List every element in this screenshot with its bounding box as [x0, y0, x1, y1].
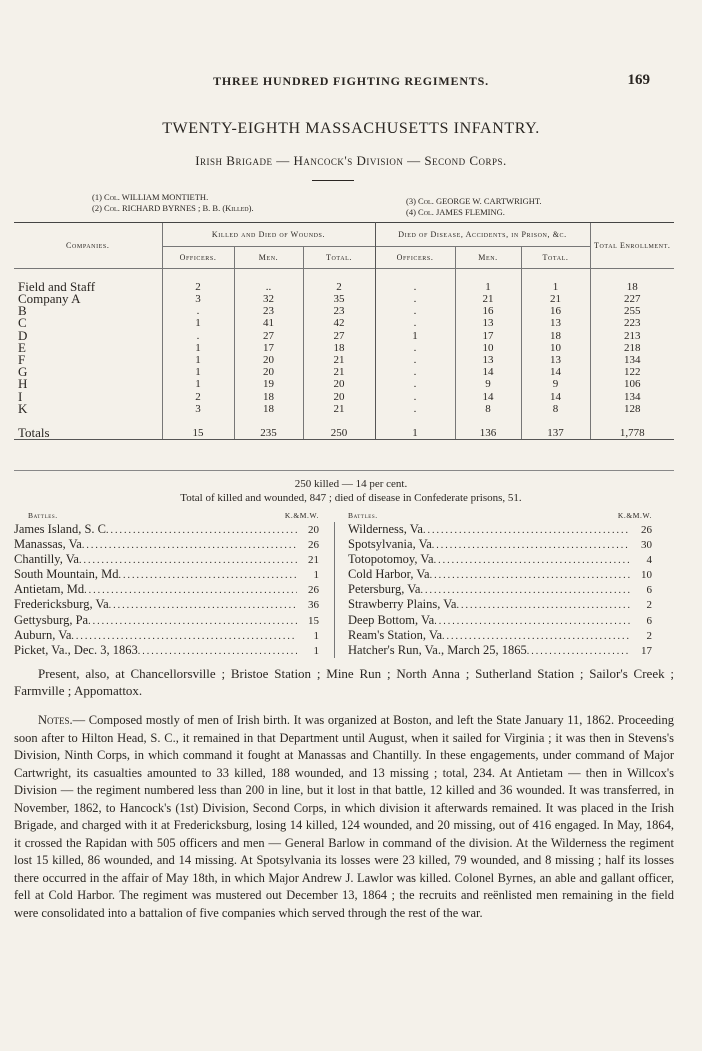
regiment-title: TWENTY-EIGHTH MASSACHUSETTS INFANTRY. [162, 120, 540, 137]
leader-dots [88, 614, 297, 629]
battle-name: Chantilly, Va [14, 552, 79, 567]
cell-k-men: 235 [234, 427, 303, 440]
cell-k-tot: 2 [303, 281, 375, 293]
battle-casualties: 20 [308, 524, 319, 536]
battle-row [348, 537, 652, 552]
leader-dots [79, 553, 297, 568]
cell-k-tot: 27 [303, 330, 375, 342]
battle-casualties: 6 [646, 584, 652, 597]
cell-k-men: 23 [234, 305, 303, 317]
colonel-1: (1) Col. WILLIAM MONTIETH. [92, 192, 209, 202]
cell-k-off: 15 [162, 427, 234, 440]
cell-k-men: 18 [234, 403, 303, 415]
battle-casualties: 4 [646, 554, 652, 567]
battles-right-list [348, 522, 652, 658]
present-also-paragraph: Present, also, at Chancellorsville ; Bristoe Station ; Mine Run ; North Anna ; Sutherland Station ; Sailor's Creek ; Farmville ; Appomattox. [14, 666, 674, 698]
cell-k-off: 1 [162, 317, 234, 329]
leader-dots [119, 568, 297, 583]
row-label: G [18, 364, 28, 380]
colonels-right [406, 196, 542, 218]
battle-row [14, 643, 319, 658]
cell-k-tot: 250 [303, 427, 375, 440]
cell-k-tot: 18 [303, 342, 375, 354]
cell-d-tot: 21 [521, 293, 590, 305]
leader-dots [434, 553, 630, 568]
cell-d-men: 14 [455, 391, 521, 403]
cell-d-tot: 18 [521, 330, 590, 342]
cell-enroll: 227 [590, 293, 674, 305]
battle-row [14, 597, 319, 612]
battles-divider [334, 522, 335, 658]
battle-casualties: 21 [308, 554, 319, 567]
cell-k-men: 19 [234, 378, 303, 390]
cell-k-men: .. [234, 281, 303, 293]
battle-name: Cold Harbor, Va [348, 567, 430, 582]
cell-k-off: 1 [162, 378, 234, 390]
cell-d-tot: 1 [521, 281, 590, 293]
battle-casualties: 36 [308, 599, 319, 612]
battles-label: Battles. [28, 511, 58, 520]
cell-d-off: . [375, 366, 455, 378]
battle-name: Totopotomoy, Va [348, 552, 434, 567]
leader-dots [84, 583, 297, 598]
cell-d-tot: 8 [521, 403, 590, 415]
battle-name: James Island, S. C [14, 522, 107, 536]
row-label: E [18, 339, 26, 355]
cell-k-off: 1 [162, 342, 234, 354]
cell-k-off: 3 [162, 293, 234, 305]
header-disease-officers: Officers. [375, 247, 455, 269]
battles-left-header [14, 511, 319, 522]
row-label: C [18, 315, 27, 331]
cell-d-men: 10 [455, 342, 521, 354]
battle-name: Petersburg, Va [348, 582, 421, 597]
header-companies: Companies. [14, 223, 162, 269]
cell-k-tot: 21 [303, 403, 375, 415]
battle-casualties: 6 [646, 614, 652, 627]
cell-d-off: . [375, 391, 455, 403]
leader-dots [138, 644, 297, 659]
colonel-3: (3) Col. GEORGE W. CARTWRIGHT. [406, 196, 542, 206]
battle-row [14, 537, 319, 552]
cell-enroll: 134 [590, 354, 674, 366]
cell-enroll: 213 [590, 330, 674, 342]
cell-k-off: 3 [162, 403, 234, 415]
row-label: Totals [14, 427, 162, 440]
cell-d-off: . [375, 378, 455, 390]
battle-row [14, 613, 319, 628]
cell-k-off: 2 [162, 391, 234, 403]
battle-row [348, 522, 652, 537]
cell-d-off: . [375, 281, 455, 293]
regiment-subtitle: Irish Brigade — Hancock's Division — Second Corps. [195, 153, 507, 168]
row-label: D [18, 327, 28, 343]
battle-name: South Mountain, Md [14, 567, 119, 582]
cell-k-men: 20 [234, 366, 303, 378]
colonel-2: (2) Col. RICHARD BYRNES ; B. B. (Killed). [92, 203, 254, 213]
cell-d-off: . [375, 342, 455, 354]
leader-dots [71, 629, 297, 644]
cell-d-off: 1 [375, 427, 455, 440]
cell-k-tot: 21 [303, 366, 375, 378]
table-row [14, 342, 674, 354]
cell-k-men: 27 [234, 330, 303, 342]
cell-k-tot: 20 [303, 378, 375, 390]
battle-casualties: 30 [641, 539, 652, 552]
battle-name: Fredericksburg, Va [14, 597, 109, 612]
cell-d-men: 9 [455, 378, 521, 390]
title-rule [312, 180, 354, 181]
cell-k-men: 20 [234, 354, 303, 366]
leader-dots [106, 523, 297, 538]
cell-d-off: 1 [375, 330, 455, 342]
cell-k-off: . [162, 305, 234, 317]
battle-name: Manassas, Va [14, 537, 82, 552]
header-killed-total: Total. [303, 247, 375, 269]
battles-label: Battles. [348, 511, 378, 520]
table-row [14, 391, 674, 403]
cell-d-tot: 16 [521, 305, 590, 317]
cell-k-tot: 23 [303, 305, 375, 317]
cell-d-men: 21 [455, 293, 521, 305]
cell-k-tot: 42 [303, 317, 375, 329]
cell-enroll: 106 [590, 378, 674, 390]
table-bottom-rule [14, 470, 674, 471]
leader-dots [430, 568, 630, 583]
header-disease-group: Died of Disease, Accidents, in Prison, &c. [375, 223, 590, 247]
battle-name: Auburn, Va [14, 627, 72, 642]
cell-d-men: 13 [455, 354, 521, 366]
battle-name: Gettysburg, Pa [14, 612, 89, 627]
killed-wounded-total: Total of killed and wounded, 847 ; died of disease in Confederate prisons, 51. [180, 492, 522, 504]
kmw-label: K.&M.W. [284, 511, 319, 520]
table-row [14, 330, 674, 342]
battle-casualties: 2 [646, 599, 652, 612]
cell-k-tot: 21 [303, 354, 375, 366]
battle-row [348, 567, 652, 582]
battle-name: Spotsylvania, Va [348, 537, 432, 552]
cell-enroll: 1,778 [590, 427, 674, 440]
cell-k-tot: 35 [303, 293, 375, 305]
colonel-4: (4) Col. JAMES FLEMING. [406, 207, 505, 217]
battle-name: Ream's Station, Va [348, 627, 443, 642]
battle-casualties: 26 [308, 584, 319, 597]
battle-casualties: 2 [646, 629, 652, 642]
battle-name: Picket, Va., Dec. 3, 1863 [14, 642, 138, 657]
cell-d-tot: 14 [521, 391, 590, 403]
cell-enroll: 18 [590, 281, 674, 293]
row-label: Field and Staff [18, 278, 96, 294]
row-label: I [18, 388, 23, 404]
cell-enroll: 218 [590, 342, 674, 354]
notes-lead: Notes. [38, 713, 73, 727]
colonels-left [92, 192, 254, 214]
battle-casualties: 15 [308, 614, 319, 627]
battle-casualties: 1 [313, 644, 319, 657]
cell-d-tot: 10 [521, 342, 590, 354]
leader-dots [109, 598, 297, 613]
leader-dots [432, 538, 630, 553]
cell-d-tot: 13 [521, 317, 590, 329]
battle-name: Wilderness, Va [348, 522, 423, 536]
leader-dots [434, 614, 630, 629]
running-head [0, 72, 702, 92]
cell-d-tot: 14 [521, 366, 590, 378]
table-row [14, 403, 674, 415]
casualty-table-body [14, 269, 674, 440]
header-disease-total: Total. [521, 247, 590, 269]
battle-row [348, 552, 652, 567]
cell-d-off: . [375, 354, 455, 366]
battles-right-header [348, 511, 652, 522]
battle-casualties: 26 [641, 524, 652, 536]
cell-k-off: 2 [162, 281, 234, 293]
table-row [14, 317, 674, 329]
row-label: B [18, 303, 27, 319]
battle-row [14, 522, 319, 537]
battle-row [348, 582, 652, 597]
leader-dots [420, 583, 630, 598]
page-number: 169 [627, 72, 650, 88]
cell-d-off: . [375, 317, 455, 329]
notes-paragraph [14, 712, 674, 922]
table-row [14, 366, 674, 378]
header-killed-officers: Officers. [162, 247, 234, 269]
cell-d-men: 16 [455, 305, 521, 317]
cell-k-men: 18 [234, 391, 303, 403]
cell-k-men: 17 [234, 342, 303, 354]
cell-k-men: 41 [234, 317, 303, 329]
table-row [14, 305, 674, 317]
table-row [14, 354, 674, 366]
battle-name: Antietam, Md [14, 582, 85, 597]
battle-casualties: 1 [313, 569, 319, 582]
battle-row [14, 628, 319, 643]
cell-d-men: 13 [455, 317, 521, 329]
cell-enroll: 128 [590, 403, 674, 415]
header-disease-men: Men. [455, 247, 521, 269]
cell-d-off: . [375, 403, 455, 415]
cell-d-tot: 137 [521, 427, 590, 440]
battle-casualties: 17 [641, 644, 652, 657]
cell-d-men: 8 [455, 403, 521, 415]
battle-row [14, 552, 319, 567]
cell-d-men: 1 [455, 281, 521, 293]
cell-enroll: 134 [590, 391, 674, 403]
cell-d-men: 17 [455, 330, 521, 342]
cell-k-off: 1 [162, 366, 234, 378]
cell-d-men: 136 [455, 427, 521, 440]
cell-k-off: . [162, 330, 234, 342]
cell-k-men: 32 [234, 293, 303, 305]
running-title: THREE HUNDRED FIGHTING REGIMENTS. [213, 74, 489, 88]
cell-enroll: 255 [590, 305, 674, 317]
battles-right-column [348, 511, 652, 658]
header-killed-men: Men. [234, 247, 303, 269]
row-label: K [18, 400, 28, 416]
cell-k-off: 1 [162, 354, 234, 366]
battle-row [348, 628, 652, 643]
battle-casualties: 10 [641, 569, 652, 582]
leader-dots [527, 644, 630, 659]
row-label: Company A [18, 290, 81, 306]
leader-dots [442, 629, 630, 644]
notes-text: — Composed mostly of men of Irish birth. It was organized at Boston, and left the State January 11, 1862. Proceeding soon after to Hilton Head, S. C., it remained in that Department until August, when it sailed for Virginia ; it was then in Stevens's Division, Ninth Corps, in which command it fought at Manassas and Chantilly. In these engagements, under command of Major Cartwright, its casualties amounted to 33 killed, 188 wounded, and 13 missing ; total, 234. At Antietam — then in Willcox's Division — the regiment numbered less than 200 in line, but it lost in that battle, 12 killed and 36 wounded. It was transferred, in November, 1862, to Hancock's (1st) Division, Second Corps, in which division it afterwards remained. It was placed in the Irish Brigade, and charged with it at Fredericksburg, losing 14 killed, 124 wounded, and 20 missing, out of 416 engaged. In May, 1864, it crossed the Rapidan with 505 officers and men — General Barlow in command of the division. At the Wilderness the regiment lost 15 killed, 86 wounded, and 14 missing. At Spotsylvania its losses were 23 killed, 79 wounded, and 8 missing ; half its losses there occurred in the affair of May 18th, in which Major Andrew J. Lawlor was killed. Colonel Byrnes, an able and gallant officer, fell at Cold Harbor. The regiment was mustered out December 13, 1864 ; the recruits and reënlisted men remaining in the field were consolidated into a battalion of five companies which served through the rest of the war. [14, 713, 674, 920]
kmw-label: K.&M.W. [617, 511, 652, 520]
cell-d-off: . [375, 293, 455, 305]
row-label: F [18, 351, 26, 367]
battle-row [348, 597, 652, 612]
battle-row [348, 643, 652, 658]
table-row [14, 378, 674, 390]
table-row [14, 293, 674, 305]
battle-row [14, 582, 319, 597]
cell-enroll: 122 [590, 366, 674, 378]
leader-dots [423, 523, 630, 538]
battles-left-list [14, 522, 319, 658]
header-total-enrollment: Total Enrollment. [590, 223, 674, 269]
battle-casualties: 26 [308, 539, 319, 552]
cell-d-off: . [375, 305, 455, 317]
battles-left-column [14, 511, 319, 658]
battle-row [14, 567, 319, 582]
cell-d-tot: 13 [521, 354, 590, 366]
battle-name: Strawberry Plains, Va [348, 597, 457, 612]
killed-percent: 250 killed — 14 per cent. [294, 478, 408, 490]
casualty-table [14, 222, 674, 440]
leader-dots [456, 598, 630, 613]
cell-d-tot: 9 [521, 378, 590, 390]
cell-k-tot: 20 [303, 391, 375, 403]
battle-name: Hatcher's Run, Va., March 25, 1865 [348, 642, 527, 657]
cell-enroll: 223 [590, 317, 674, 329]
header-killed-group: Killed and Died of Wounds. [162, 223, 375, 247]
cell-d-men: 14 [455, 366, 521, 378]
row-label: H [18, 376, 28, 392]
battle-row [348, 613, 652, 628]
battle-casualties: 1 [313, 629, 319, 642]
battle-name: Deep Bottom, Va [348, 612, 435, 627]
leader-dots [82, 538, 297, 553]
table-row [14, 281, 674, 293]
table-row [14, 427, 674, 440]
